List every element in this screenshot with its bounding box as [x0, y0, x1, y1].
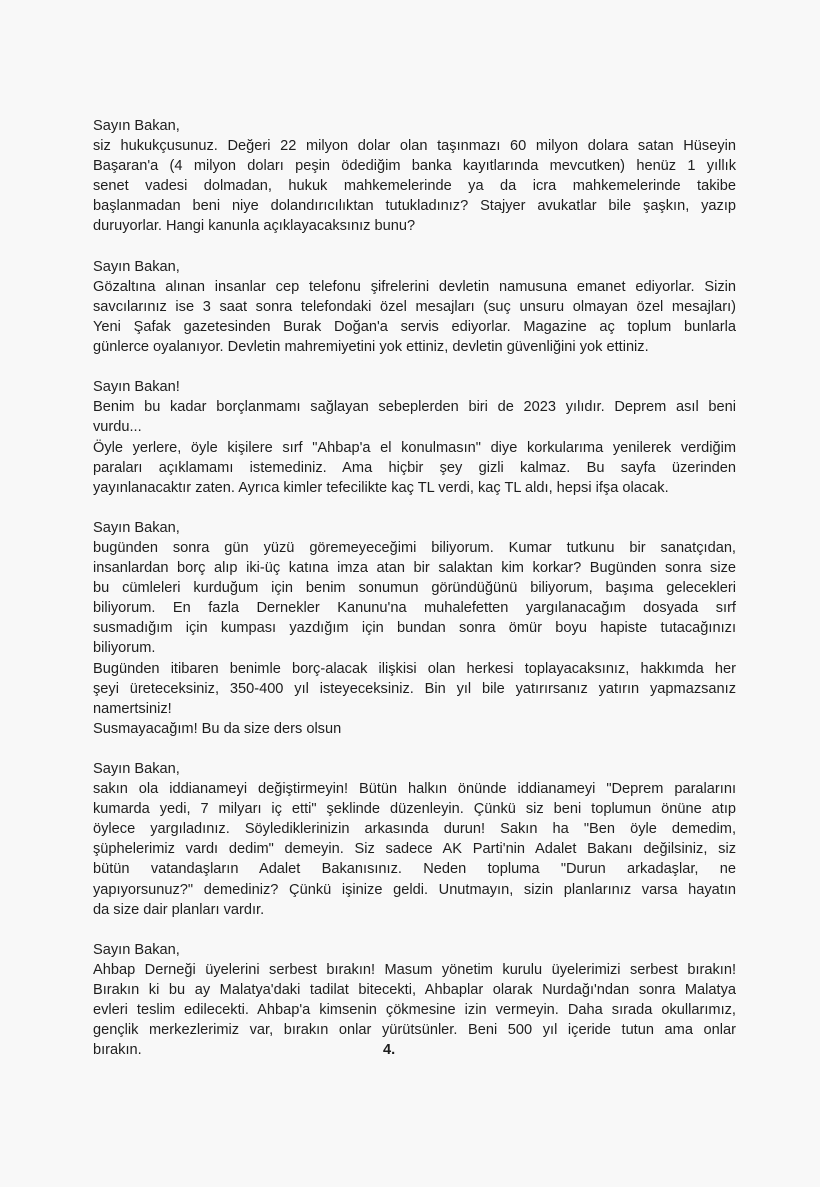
text-line: insanlardan borç alıp iki-üç katına imza atan bir salaktan kim korkar? Bugünden sonra size	[93, 560, 736, 577]
text-line: Öyle yerlere, öyle kişilere sırf "Ahbap'a el konulmasın" diye korkularıma yenilerek verdiğim	[93, 439, 736, 456]
text-line: namertsiniz!	[93, 700, 172, 717]
text-line: da size dair planları vardır.	[93, 901, 265, 918]
paragraph-2	[93, 257, 736, 357]
greeting: Sayın Bakan!	[93, 379, 180, 396]
greeting: Sayın Bakan,	[93, 761, 180, 777]
paragraph-6	[93, 940, 736, 1061]
paragraph-1	[93, 116, 736, 237]
text-line: Gözaltına alınan insanlar cep telefonu şifrelerini devletin namusuna emanet ediyorlar. Sizin	[93, 278, 736, 295]
text-line: şüphelerimiz vardı dedim" demeyin. Siz sadece AK Parti'nin Adalet Bakanı değilsiniz, siz	[93, 841, 736, 858]
text-line: siz hukukçusunuz. Değeri 22 milyon dolar olan taşınmazı 60 milyon dolara satan Hüseyin	[93, 138, 736, 155]
paragraph-4	[93, 518, 736, 739]
text-line: Bugünden itibaren benimle borç-alacak ilişkisi olan herkesi toplayacaksınız, hakkımda her	[93, 660, 736, 677]
text-line: yapıyorsunuz?" demediniz? Çünkü işinize geldi. Unutmayın, sizin planlarınız varsa hayatın	[93, 881, 736, 898]
final-line-row	[93, 1040, 736, 1060]
greeting: Sayın Bakan,	[93, 118, 180, 134]
text-line: Benim bu kadar borçlanmamı sağlayan sebeplerden biri de 2023 yılıdır. Deprem asıl beni	[93, 399, 736, 416]
text-line: Ahbap Derneği üyelerini serbest bırakın! Masum yönetim kurulu üyelerimizi serbest bırakın!	[93, 961, 736, 978]
text-line: savcılarınız ise 3 saat sonra telefondaki özel mesajları (suç unsuru olmayan özel mesajları)	[93, 298, 736, 315]
greeting: Sayın Bakan,	[93, 519, 180, 536]
text-line: Susmayacağım! Bu da size ders olsun	[93, 720, 342, 737]
text-line: bu cümleleri kurduğum için benim sonumun göründüğünü biliyorum, başıma gelecekleri	[93, 580, 736, 597]
text-line: öylece yargıladınız. Söylediklerinizin arkasında durun! Sakın ha "Ben öyle demedim,	[93, 821, 736, 838]
text-line: kumarda yedi, 7 milyarı iç etti" şeklinde düzenleyin. Çünkü siz beni toplumun önüne atıp	[93, 801, 736, 818]
text-line: vurdu...	[93, 419, 142, 436]
paragraph-5	[93, 759, 736, 920]
paragraph-3	[93, 377, 736, 498]
text-line: bırakın.	[93, 1042, 142, 1059]
text-line: Başaran'a (4 milyon doları peşin ödediğim banka kayıtlarında mevcutken) henüz 1 yıllık	[93, 158, 736, 175]
text-line: susmadığım için kumpası yazdığım için bundan sonra ömür boyu hapiste tutacağınızı	[93, 620, 736, 637]
text-line: gençlik merkezlerimiz var, bırakın onlar yürütsünler. Beni 500 yıl içeride tutun ama onlar	[93, 1022, 736, 1039]
text-line: Bırakın ki bu ay Malatya'daki tadilat bitecekti, Ahbaplar olarak Nurdağı'ndan sonra Malatya	[93, 982, 736, 999]
greeting: Sayın Bakan,	[93, 941, 180, 958]
text-line: başlanmadan beni niye dolandırıcılıktan tutukladınız? Stajyer avukatlar bile şaşkın, yazıp	[93, 198, 736, 215]
text-line: günlerce oyalanıyor. Devletin mahremiyetini yok ettiniz, devletin güvenliğini yok ettiniz.	[93, 339, 649, 356]
text-line: şeyi üreteceksiniz, 350-400 yıl isteyeceksiniz. Bin yıl bile yatırırsanız yatırın yapmazsanız	[93, 680, 736, 697]
text-line: biliyorum. En fazla Dernekler Kanunu'na muhalefetten yargılanacağım dosyada sırf	[93, 600, 736, 617]
text-line: Yeni Şafak gazetesinden Burak Doğan'a servis ediyorlar. Magazine aç toplum bunlarla	[93, 318, 736, 335]
text-line: bugünden sonra gün yüzü göremeyeceğimi biliyorum. Kumar tutkunu bir sanatçıdan,	[93, 539, 736, 556]
greeting: Sayın Bakan,	[93, 258, 180, 275]
letter-body	[93, 116, 736, 1060]
text-line: sakın ola iddianameyi değiştirmeyin! Bütün halkın önünde iddianameyi "Deprem paralarını	[93, 781, 736, 798]
text-line: evleri teslim edilecekti. Ahbap'a kimsenin çökmesine izin vermeyin. Daha sırada okullarımız,	[93, 1002, 736, 1019]
text-line: biliyorum.	[93, 640, 156, 657]
text-line: bütün vatandaşların Adalet Bakanısınız. Neden topluma "Durun arkadaşlar, ne	[93, 861, 736, 878]
text-line: yayınlanacaktır zaten. Ayrıca kimler tefecilikte kaç TL verdi, kaç TL aldı, hepsi ifşa olacak.	[93, 479, 669, 496]
text-line: paraları açıklamamı istemediniz. Ama hiçbir şey gizli kalmaz. Bu sayfa üzerinden	[93, 459, 736, 476]
page-number: 4.	[383, 1042, 396, 1059]
text-line: duruyorlar. Hangi kanunla açıklayacaksınız bunu?	[93, 218, 416, 235]
text-line: senet vadesi dolmadan, hukuk mahkemelerinde ya da icra mahkemelerinde takibe	[93, 178, 736, 195]
